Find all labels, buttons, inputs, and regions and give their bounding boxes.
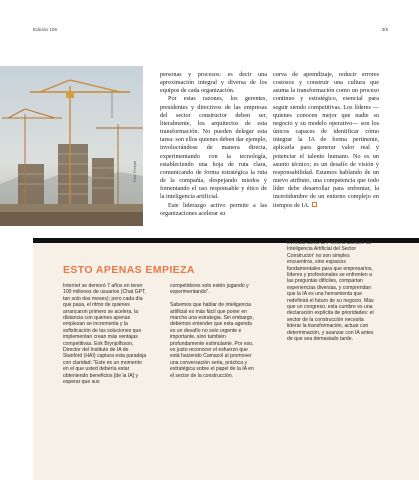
edition-label: Edición 106 bbox=[33, 27, 58, 32]
sidebar-paragraph: Eventos como la 'Primera Cumbre de Inteligencia Artificial del Sector Constructor' no son simples encuentros, sino espacios fundamentales para que empresarios, líderes y profesionales se enfrenten a las preguntas difíciles, compartan experiencias diversas, y comprendan que la IA es una herramienta que redefinirá el futuro de su negocio. Más que un congreso, esta cumbre es una declaración explícita de prioridades: el sector de la construcción necesita liderar la transformación, actuar con determinación, y avanzar con IA antes de que sea demasiado tarde. bbox=[287, 240, 374, 343]
page-number: 3/6 bbox=[381, 27, 388, 32]
article-paragraph: Por estas razones, los gerentes, presidentes y directivos de las empresas del sector constructor deben ser, literalmente, los arquitectos de esta transformación. No pueden delegar esta tarea: son ellos quienes deben dar ejemplo, involucrándose de manera directa, experimentando con la tecnología, estableciendo una hoja de ruta clara, comunicando de forma estratégica la ruta de la compañía, despejando miedos y fomentando el uso responsable y ético de la inteligencia artificial. bbox=[160, 95, 267, 201]
photo-credit: Foto: Freepik bbox=[133, 160, 137, 182]
construction-cranes-illustration bbox=[0, 66, 143, 226]
sidebar-paragraph: Internet se demoró 7 años en tener 100 millones de usuarios (Chat GPT, tan solo dos meses); pero cada día que pasa, el ritmo de quienes arrancaron primero se acelera, la distancia con quienes apenas empiezan se incrementa y la sofisticación de las soluciones que implementan crean más ventajas competitivas. Erik Brynjolfsson, Director del Instituto de IA de Stanford (HAI) captura esta paradoja con claridad: "Este es un momento en el que usted debería estar obteniendo beneficios [de la IA] y esperar que sus bbox=[63, 283, 147, 386]
sidebar-paragraph: competidores solo estén jugando y experimentando". bbox=[170, 283, 249, 296]
article-paragraph: Este liderazgo activo permite a las organizaciones acelerar su bbox=[160, 201, 267, 217]
end-of-article-icon bbox=[312, 202, 317, 207]
article-paragraph bbox=[273, 71, 379, 210]
article-paragraph-text: curva de aprendizaje, reducir errores costosos y construir una cultura que asuma la transformación como un proceso continuo y estratégico, esencial para seguir siendo competitivas. Los líderes —quienes conocen mejor que nadie su negocio y su modelo operativo— son los únicos capaces de identificar cómo integrar la IA de forma pertinente, aplicarla para generar valor real y potenciar el talento humano. No es un asunto técnico; es un desafío de visión y responsabilidad. Estamos hablando de un nuevo atributo, una competencia que todo líder debe desarrollar para enfrentar, la incertidumbre de un entorno complejo en tiempos de IA. bbox=[273, 71, 379, 209]
article-column-1 bbox=[160, 71, 267, 218]
sidebar-title: ESTO APENAS EMPIEZA bbox=[63, 264, 195, 276]
article-paragraph: personas y procesos: es decir una aproximación integral y diversa de los equipos de cada organización. bbox=[160, 71, 267, 95]
article-column-2 bbox=[273, 71, 379, 210]
construction-site-photo bbox=[0, 66, 143, 226]
sidebar-column-2 bbox=[170, 283, 256, 379]
sidebar-paragraph: Sabemos que hablar de inteligencia artificial es más fácil que poner en marcha una estrategia. Sin embargo, debemos entender que esta agenda es un desafío no solo urgente e importante, sino también profundamente estimulante. Por eso, es justo reconocer el esfuerzo que está haciendo Camacol al promover una conversación seria, práctica y estratégica sobre el papel de la IA en el sector de la construcción. bbox=[170, 302, 254, 379]
sidebar-column-1 bbox=[63, 283, 147, 386]
sidebar-column-3 bbox=[287, 240, 374, 343]
